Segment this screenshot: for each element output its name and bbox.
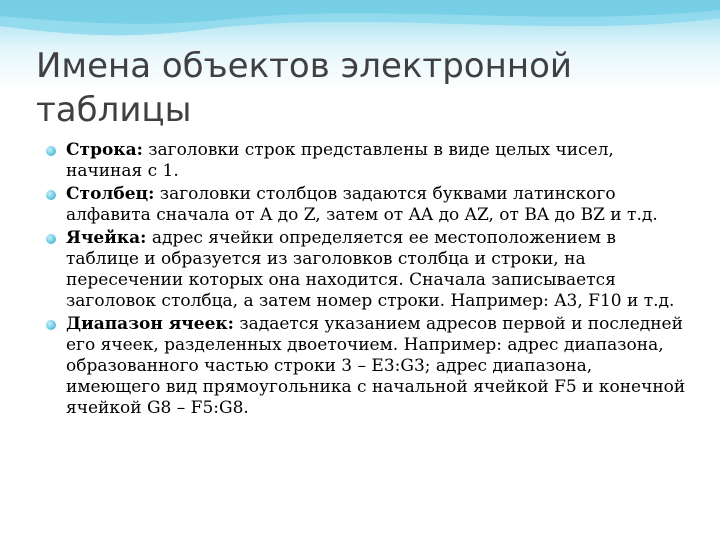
bullet-term: Диапазон ячеек: — [66, 314, 234, 334]
bullet-text: адрес ячейки определяется ее местоположением в таблице и образуется из заголовков столбца и строки, на пересечении которых она находится. Сначала записывается заголовок столбца, а затем номер строки. Например: A3, F10 и т.д. — [66, 228, 675, 311]
bullet-term: Ячейка: — [66, 228, 147, 248]
bullet-dot-icon — [46, 320, 56, 330]
bullet-item-row — [46, 140, 686, 182]
bullet-text: заголовки столбцов задаются буквами латинского алфавита сначала от A до Z, затем от AA до AZ, от BA до BZ и т.д. — [66, 184, 658, 225]
bullet-term: Столбец: — [66, 184, 155, 204]
bullet-list — [46, 140, 686, 421]
bullet-item-column — [46, 184, 686, 226]
bullet-text: задается указанием адресов первой и последней его ячеек, разделенных двоеточием. Например: адрес диапазона, образованного частью строки 3 – E3:G3; адрес диапазона, имеющего вид прямоугольника с начальной ячейкой F5 и конечной ячейкой G8 – F5:G8. — [66, 314, 686, 418]
bullet-item-range — [46, 314, 686, 419]
bullet-dot-icon — [46, 234, 56, 244]
slide-title: Имена объектов электронной таблицы — [36, 46, 572, 130]
bullet-term: Строка: — [66, 140, 143, 160]
bullet-dot-icon — [46, 190, 56, 200]
bullet-text: заголовки строк представлены в виде целых чисел, начиная с 1. — [66, 140, 614, 181]
bullet-dot-icon — [46, 146, 56, 156]
bullet-item-cell — [46, 228, 686, 312]
